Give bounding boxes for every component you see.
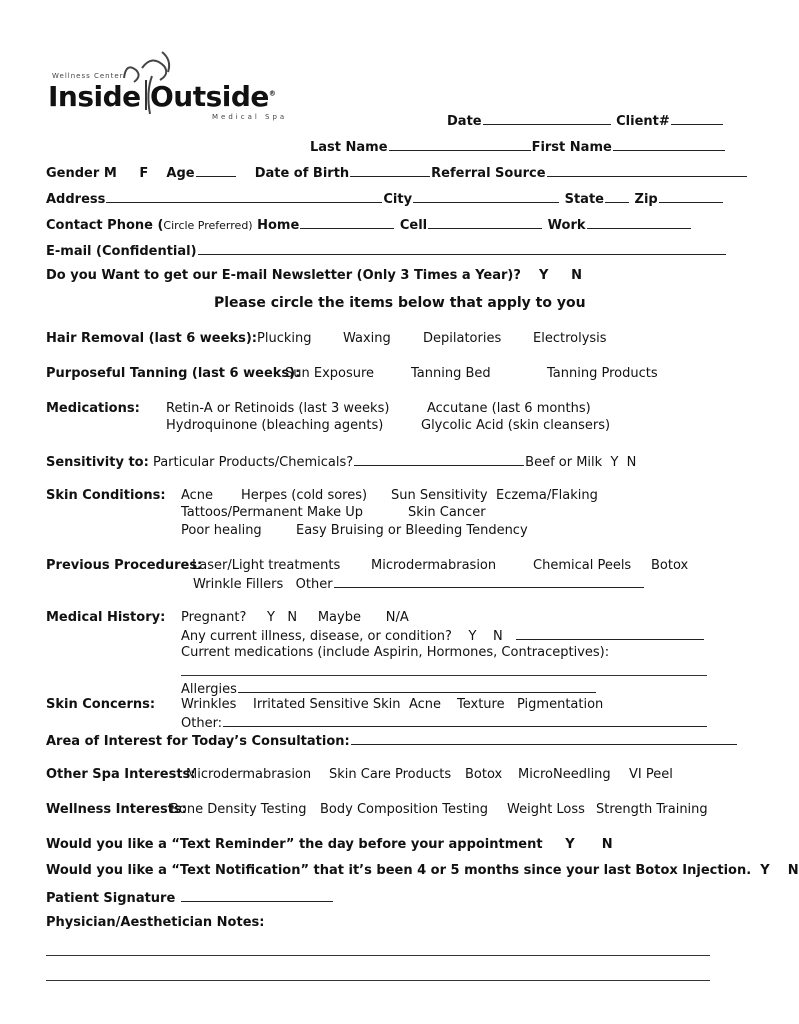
wellness-interests-label: Wellness Interests:	[46, 802, 187, 817]
newsletter-no-option[interactable]: N	[571, 268, 582, 283]
address-field[interactable]	[106, 190, 382, 203]
med-option-glycolic[interactable]: Glycolic Acid (skin cleansers)	[421, 418, 611, 433]
city-label: City	[383, 192, 413, 207]
sensitivity-label: Sensitivity to:	[46, 455, 149, 470]
illness-yes-option[interactable]: Y	[468, 629, 477, 644]
sensitivity-products-text: Particular Products/Chemicals?	[152, 455, 354, 470]
area-interest-field[interactable]	[351, 732, 737, 745]
address-label: Address	[46, 192, 106, 207]
pregnant-yes-option[interactable]: Y	[267, 610, 275, 625]
spa-botox[interactable]: Botox	[465, 767, 503, 782]
concern-pigmentation[interactable]: Pigmentation	[517, 697, 604, 712]
dob-field[interactable]	[350, 164, 430, 177]
proc-laser[interactable]: Laser/Light treatments	[192, 558, 341, 573]
dob-label: Date of Birth	[254, 166, 350, 181]
concern-irritated[interactable]: Irritated Sensitive Skin	[253, 697, 401, 712]
hair-option-electrolysis[interactable]: Electrolysis	[533, 331, 607, 346]
logo-outside: Outside	[150, 80, 269, 113]
tanning-option-sun[interactable]: Sun Exposure	[285, 366, 375, 381]
notes-line-2[interactable]	[46, 980, 710, 981]
area-interest-label: Area of Interest for Today’s Consultation:	[46, 734, 350, 749]
current-meds-label: Current medications (include Aspirin, Hormones, Contraceptives):	[181, 645, 610, 660]
client-label: Client#	[616, 114, 670, 129]
text-reminder-question: Would you like a “Text Reminder” the day before your appointment	[46, 837, 543, 852]
concern-other-label: Other:	[181, 716, 223, 731]
email-label: E-mail (Confidential)	[46, 244, 197, 259]
patient-signature-field[interactable]	[181, 889, 333, 902]
cell-phone-field[interactable]	[428, 216, 542, 229]
beef-milk-no-option[interactable]: N	[626, 455, 637, 470]
home-phone-field[interactable]	[300, 216, 394, 229]
zip-field[interactable]	[659, 190, 723, 203]
circle-preferred-note: Circle Preferred)	[163, 219, 253, 232]
concern-acne[interactable]: Acne	[409, 697, 442, 712]
hair-option-plucking[interactable]: Plucking	[257, 331, 312, 346]
first-name-field[interactable]	[613, 138, 725, 151]
hair-option-waxing[interactable]: Waxing	[343, 331, 391, 346]
skin-cond-bruising[interactable]: Easy Bruising or Bleeding Tendency	[296, 523, 528, 538]
gender-m-option[interactable]: M	[103, 166, 117, 181]
proc-other-field[interactable]	[334, 575, 644, 588]
work-phone-label[interactable]: Work	[547, 218, 586, 233]
current-meds-field[interactable]	[181, 675, 707, 676]
state-label: State	[564, 192, 604, 207]
newsletter-question: Do you Want to get our E-mail Newsletter (Only 3 Times a Year)?	[46, 268, 521, 283]
contact-phone-label: Contact Phone (	[46, 218, 164, 233]
patient-signature-label: Patient Signature	[46, 891, 176, 906]
state-field[interactable]	[605, 190, 629, 203]
sensitivity-products-field[interactable]	[354, 453, 524, 466]
pregnant-no-option[interactable]: N	[287, 610, 298, 625]
email-field[interactable]	[198, 242, 726, 255]
cell-phone-label[interactable]: Cell	[399, 218, 428, 233]
concern-texture[interactable]: Texture	[457, 697, 505, 712]
home-phone-label[interactable]: Home	[257, 218, 300, 233]
skin-cond-skin-cancer[interactable]: Skin Cancer	[408, 505, 486, 520]
spa-microneedling[interactable]: MicroNeedling	[518, 767, 611, 782]
illness-no-option[interactable]: N	[492, 629, 503, 644]
beef-milk-yes-option[interactable]: Y	[610, 455, 619, 470]
spa-vi-peel[interactable]: VI Peel	[629, 767, 673, 782]
spa-microdermabrasion[interactable]: Microdermabrasion	[186, 767, 312, 782]
last-name-label: Last Name	[310, 140, 388, 155]
skin-cond-eczema[interactable]: Eczema/Flaking	[496, 488, 598, 503]
city-field[interactable]	[413, 190, 559, 203]
proc-wrinkle-fillers[interactable]: Wrinkle Fillers	[193, 577, 284, 592]
medications-label: Medications:	[46, 401, 140, 416]
gender-f-option[interactable]: F	[139, 166, 149, 181]
allergies-field[interactable]	[238, 680, 596, 693]
skin-conditions-label: Skin Conditions:	[46, 488, 166, 503]
text-reminder-yes-option[interactable]: Y	[565, 837, 575, 852]
med-option-retin-a[interactable]: Retin-A or Retinoids (last 3 weeks)	[166, 401, 390, 416]
text-reminder-no-option[interactable]: N	[601, 837, 613, 852]
tanning-label: Purposeful Tanning (last 6 weeks):	[46, 366, 301, 381]
client-number-field[interactable]	[671, 112, 723, 125]
hair-option-depilatories[interactable]: Depilatories	[423, 331, 502, 346]
illness-label: Any current illness, disease, or condition?	[181, 629, 452, 644]
gender-label: Gender	[46, 166, 100, 181]
allergies-label: Allergies	[181, 682, 237, 697]
skin-cond-sun-sensitivity[interactable]: Sun Sensitivity	[391, 488, 488, 503]
tanning-option-bed[interactable]: Tanning Bed	[411, 366, 491, 381]
date-field[interactable]	[483, 112, 611, 125]
logo-tagline: Wellness Center	[52, 72, 124, 80]
newsletter-yes-option[interactable]: Y	[539, 268, 549, 283]
spa-skin-care-products[interactable]: Skin Care Products	[329, 767, 452, 782]
skin-cond-acne[interactable]: Acne	[181, 488, 214, 503]
work-phone-field[interactable]	[587, 216, 691, 229]
last-name-field[interactable]	[389, 138, 531, 151]
referral-label: Referral Source	[431, 166, 546, 181]
age-field[interactable]	[196, 164, 236, 177]
spa-interests-label: Other Spa Interests:	[46, 767, 196, 782]
first-name-label: First Name	[531, 140, 612, 155]
proc-microdermabrasion[interactable]: Microdermabrasion	[371, 558, 497, 573]
wellness-body-composition[interactable]: Body Composition Testing	[320, 802, 488, 817]
skin-cond-poor-healing[interactable]: Poor healing	[181, 523, 262, 538]
skin-cond-herpes[interactable]: Herpes (cold sores)	[241, 488, 368, 503]
age-label: Age	[166, 166, 195, 181]
logo-subtitle: Medical Spa	[212, 113, 288, 121]
proc-chemical-peels[interactable]: Chemical Peels	[533, 558, 632, 573]
zip-label: Zip	[634, 192, 658, 207]
proc-other-label: Other	[295, 577, 333, 592]
med-option-accutane[interactable]: Accutane (last 6 months)	[427, 401, 591, 416]
skin-cond-tattoos[interactable]: Tattoos/Permanent Make Up	[181, 505, 363, 520]
skin-concerns-label: Skin Concerns:	[46, 697, 156, 712]
concern-wrinkles[interactable]: Wrinkles	[181, 697, 237, 712]
tanning-option-products[interactable]: Tanning Products	[547, 366, 658, 381]
procedures-label: Previous Procedures:	[46, 558, 203, 573]
proc-botox[interactable]: Botox	[651, 558, 689, 573]
illness-field[interactable]	[516, 627, 704, 640]
date-label: Date	[447, 114, 482, 129]
text-notification-yes-option[interactable]: Y	[760, 863, 770, 878]
text-notification-question: Would you like a “Text Notification” that it’s been 4 or 5 months since your last Botox Injection.	[46, 863, 752, 878]
pregnant-label: Pregnant?	[181, 610, 247, 625]
med-option-hydroquinone[interactable]: Hydroquinone (bleaching agents)	[166, 418, 384, 433]
circle-heading: Please circle the items below that apply to you	[214, 295, 586, 311]
notes-line-1[interactable]	[46, 955, 710, 956]
referral-field[interactable]	[547, 164, 747, 177]
pregnant-na-option[interactable]: N/A	[385, 610, 409, 625]
wellness-strength-training[interactable]: Strength Training	[596, 802, 708, 817]
pregnant-maybe-option[interactable]: Maybe	[317, 610, 361, 625]
hair-removal-label: Hair Removal (last 6 weeks):	[46, 331, 257, 346]
medical-history-label: Medical History:	[46, 610, 166, 625]
text-notification-no-option[interactable]: N	[787, 863, 799, 878]
wellness-weight-loss[interactable]: Weight Loss	[507, 802, 585, 817]
logo-inside: Inside	[48, 80, 141, 113]
notes-label: Physician/Aesthetician Notes:	[46, 915, 265, 930]
wellness-bone-density[interactable]: Bone Density Testing	[170, 802, 307, 817]
logo-registered: ®	[268, 89, 276, 98]
beef-milk-label: Beef or Milk	[525, 455, 603, 470]
concern-other-field[interactable]	[223, 714, 707, 727]
